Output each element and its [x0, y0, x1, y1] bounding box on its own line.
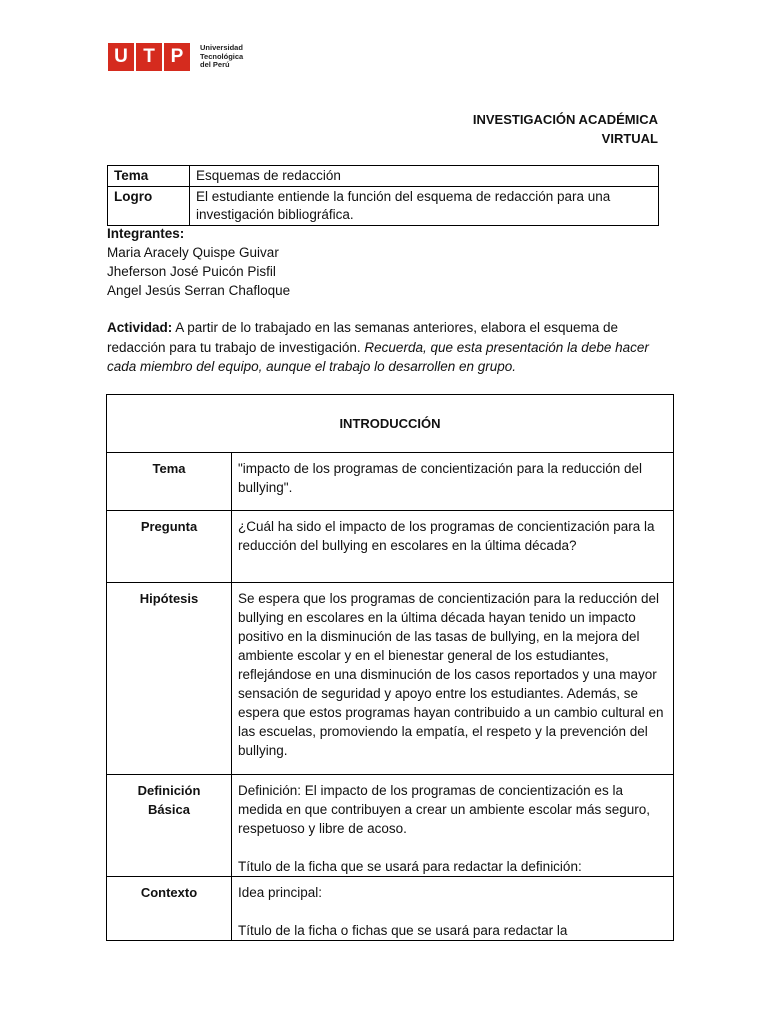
outline-row-tema: [107, 453, 674, 511]
activity-label: Actividad:: [107, 320, 173, 335]
activity-text: A partir de lo trabajado en las semanas anteriores, elabora el esquema de redacción para tu trabajo de investigación.: [107, 320, 619, 355]
outline-hipotesis-label: Hipótesis: [107, 583, 232, 775]
outline-tema-value: "impacto de los programas de concientización para la reducción del bullying".: [232, 453, 674, 511]
outline-table: [106, 394, 674, 941]
logo-subtitle: Universidad Tecnológica del Perú: [200, 43, 244, 70]
outline-header: INTRODUCCIÓN: [107, 395, 674, 453]
outline-definicion-value: [232, 775, 674, 877]
document-title: INVESTIGACIÓN ACADÉMICA VIRTUAL: [472, 112, 658, 146]
members-list: [107, 224, 290, 300]
outline-row-hipotesis: [107, 583, 674, 775]
logo-letter-p: P: [164, 43, 190, 71]
utp-logo: [108, 42, 243, 72]
member-name: Jheferson José Puicón Pisfil: [107, 264, 276, 279]
outline-definicion-label: Definición Básica: [107, 775, 232, 877]
member-name: Maria Aracely Quispe Guivar: [107, 245, 279, 260]
activity-paragraph: [107, 318, 659, 377]
definicion-text: Definición: El impacto de los programas de concientización es la medida en que contribuyen a crear un ambiente escolar más seguro, respetuoso y libre de acoso.: [238, 783, 650, 836]
outline-hipotesis-value: Se espera que los programas de concientización para la reducción del bullying en escolares en la última década hayan tenido un impacto positivo en la disminución de las tasas de bullying, en la mejora del ambiente escolar y en el bienestar general de los estudiantes, reflejándose en una disminución de los casos reportados y una mayor sensación de seguridad y apoyo entre los estudiantes. Además, se espera que estos programas hayan contribuido a un cambio cultural en las escuelas, promoviendo la empatía, el respeto y la prevención del bullying.: [232, 583, 674, 775]
logo-letter-u: U: [108, 43, 134, 71]
activity-note: Recuerda, que esta presentación la debe hacer cada miembro del equipo, aunque el trabajo lo desarrollen en grupo.: [107, 339, 649, 374]
outline-pregunta-label: Pregunta: [107, 511, 232, 583]
outline-row-contexto: [107, 877, 674, 941]
info-row-tema: [108, 166, 659, 187]
info-table: [107, 165, 659, 226]
outline-contexto-label: Contexto: [107, 877, 232, 941]
logo-letter-t: T: [136, 43, 162, 71]
outline-row-definicion: [107, 775, 674, 877]
info-tema-value: Esquemas de redacción: [190, 166, 659, 187]
contexto-idea: Idea principal:: [238, 885, 323, 900]
outline-contexto-value: [232, 877, 674, 941]
members-label: Integrantes:: [107, 226, 185, 241]
outline-pregunta-value: ¿Cuál ha sido el impacto de los programas de concientización para la reducción del bullying en escolares en la última década?: [232, 511, 674, 583]
contexto-ficha: Título de la ficha o fichas que se usará para redactar la: [238, 923, 568, 938]
outline-row-pregunta: [107, 511, 674, 583]
info-logro-value: El estudiante entiende la función del esquema de redacción para una investigación bibliográfica.: [190, 187, 659, 226]
outline-header-row: [107, 395, 674, 453]
definicion-ficha: Título de la ficha que se usará para redactar la definición:: [238, 859, 582, 874]
outline-tema-label: Tema: [107, 453, 232, 511]
info-logro-label: Logro: [108, 187, 190, 226]
member-name: Angel Jesús Serran Chafloque: [107, 283, 291, 298]
info-tema-label: Tema: [108, 166, 190, 187]
info-row-logro: [108, 187, 659, 226]
